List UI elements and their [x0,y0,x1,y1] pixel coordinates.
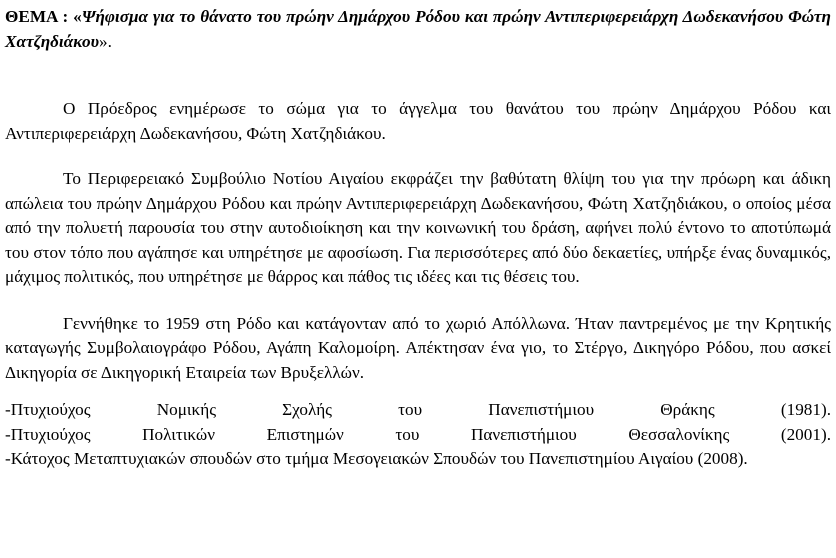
credential-item: -Κάτοχος Μεταπτυχιακών σπουδών στο τμήμα Μεσογειακών Σπουδών του Πανεπιστημίου Αιγαίου (2008). [5,449,748,468]
document-subject [5,5,831,54]
subject-title: Ψήφισμα για το θάνατο του πρώην Δημάρχου Ρόδου και πρώην Αντιπεριφερειάρχη Δωδεκανήσου Φώτη Χατζηδιάκου [5,7,831,51]
credential-item: -Πτυχιούχος Νομικής Σχολής του Πανεπιστήμιου Θράκης (1981). [5,400,831,419]
credentials-list [5,398,831,472]
paragraph-announcement: Ο Πρόεδρος ενημέρωσε το σώμα για το άγγελμα του θανάτου του πρώην Δημάρχου Ρόδου και Αντιπεριφερειάρχη Δωδεκανήσου, Φώτη Χατζηδιάκου. [5,99,831,143]
paragraph-biography: Γεννήθηκε το 1959 στη Ρόδο και κατάγονταν από το χωριό Απόλλωνα. Ήταν παντρεμένος με την Κρητικής καταγωγής Συμβολαιογράφο Ρόδου, Αγάπη Καλομοίρη. Απέκτησαν ένα γιο, το Στέργο, Δικηγόρο Ρόδου, που ασκεί Δικηγορία σε Δικηγορική Εταιρεία των Βρυξελλών. [5,313,831,382]
subject-closing: ». [99,31,112,51]
paragraph-condolences: Το Περιφερειακό Συμβούλιο Νοτίου Αιγαίου εκφράζει την βαθύτατη θλίψη του για την πρόωρη και άδικη απώλεια του πρώην Δημάρχου Ρόδου και πρώην Αντιπεριφερειάρχη Δωδεκανήσου, Φώτη Χατζηδιάκου, ο οποίος μέσα από την πολυετή παρουσία του στην αυτοδιοίκηση και την κοινωνική του δράση, αφήνει πολύ έντονο το αποτύπωμά του στον τόπο που αγάπησε και υπηρέτησε με αφοσίωση. Για περισσότερες από δύο δεκαετίες, υπήρξε ένας δυναμικός, μάχιμος πολιτικός, που υπηρέτησε με θάρρος και πάθος τις ιδέες και τις θέσεις του. [5,169,831,286]
subject-lead: ΘΕΜΑ : « [5,7,82,26]
credential-item: -Πτυχιούχος Πολιτικών Επιστημών του Πανεπιστήμιου Θεσσαλονίκης (2001). [5,424,831,444]
